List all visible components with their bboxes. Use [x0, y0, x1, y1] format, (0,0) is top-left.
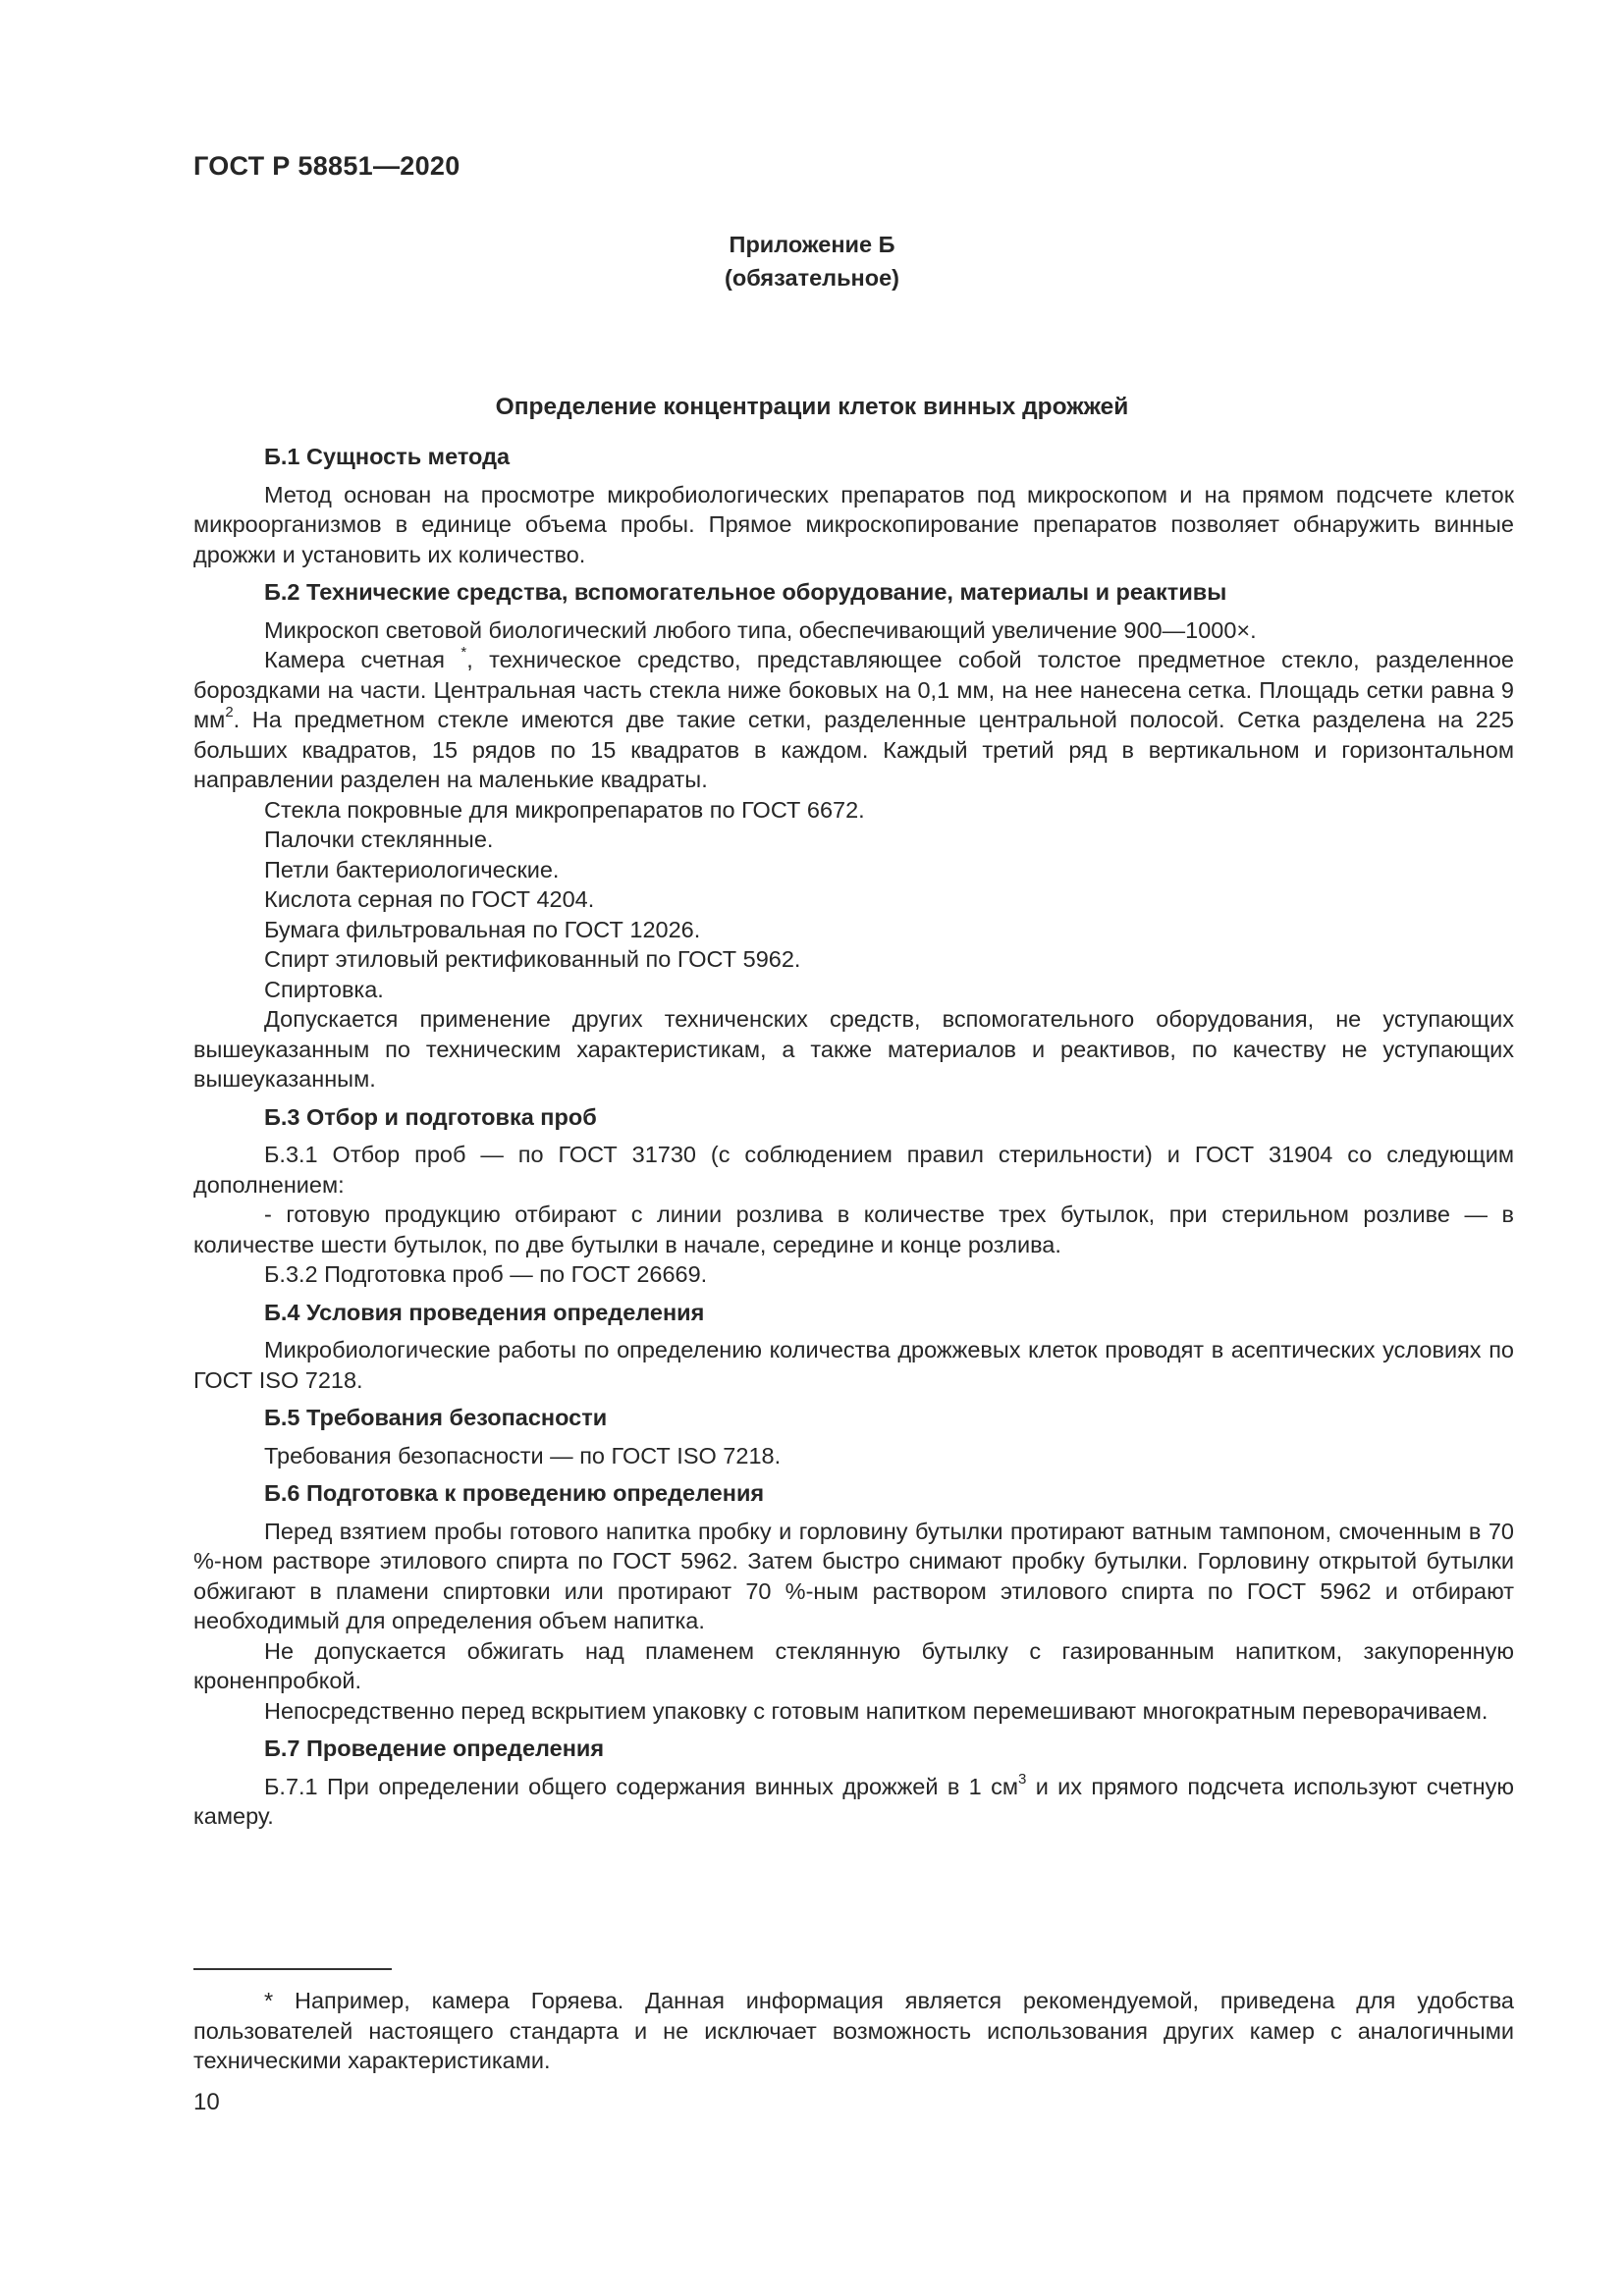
appendix-title: Определение концентрации клеток винных дрожжей [495, 394, 1129, 420]
paragraph: Б.3.1 Отбор проб — по ГОСТ 31730 (с соблюдением правил стерильности) и ГОСТ 31904 со следующим дополнением: [193, 1142, 1514, 1198]
footnote-text: * Например, камера Горяева. Данная информация является рекомендуемой, приведена для удобства пользователей настоящего стандарта и не исключает возможность использования других камер с аналогичными техническими характеристиками. [193, 1988, 1514, 2073]
appendix-status: (обязательное) [725, 265, 899, 291]
list-item: Стекла покровные для микропрепаратов по ГОСТ 6672. [264, 796, 865, 823]
paragraph: Непосредственно перед вскрытием упаковку с готовым напитком перемешивают многократным переворачиваем. [264, 1697, 1489, 1724]
paragraph: Перед взятием пробы готового напитка пробку и горловину бутылки протирают ватным тампоном, смоченным в 70 %-ном растворе этилового спирта по ГОСТ 5962. Затем быстро снимают пробку бутылки. Горловину открытой бутылки обжигают в пламени спиртовки или протирают 70 %-ным раствором этилового спирта по ГОСТ 5962 и отбирают необходимый для определения объем напитка. [193, 1518, 1514, 1633]
section-heading-b5: Б.5 Требования безопасности [264, 1405, 608, 1430]
paragraph: - готовую продукцию отбирают с линии розлива в количестве трех бутылок, при стерильном розливе — в количестве шести бутылок, по две бутылки в начале, середине и конце розлива. [193, 1201, 1514, 1257]
section-heading-b6: Б.6 Подготовка к проведению определения [264, 1480, 765, 1506]
paragraph: Метод основан на просмотре микробиологических препаратов под микроскопом и на прямом подсчете клеток микроорганизмов в единице объема пробы. Прямое микроскопирование препаратов позволяет обнаружить винные дрожжи и установить их количество. [193, 481, 1514, 567]
list-item: Кислота серная по ГОСТ 4204. [264, 886, 595, 912]
section-heading-b4: Б.4 Условия проведения определения [264, 1299, 705, 1325]
paragraph: Б.3.2 Подготовка проб — по ГОСТ 26669. [264, 1261, 708, 1287]
footnote [193, 1986, 1514, 2076]
superscript: 3 [1018, 1770, 1027, 1788]
section-heading-b1: Б.1 Сущность метода [264, 444, 511, 469]
paragraph: Не допускается обжигать над пламенем стеклянную бутылку с газированным напитком, закупоренную кроненпробкой. [193, 1637, 1514, 1693]
list-item: Бумага фильтровальная по ГОСТ 12026. [264, 916, 701, 942]
paragraph: Микробиологические работы по определению количества дрожжевых клеток проводят в асептических условиях по ГОСТ ISO 7218. [193, 1337, 1514, 1393]
footnote-divider [193, 1968, 392, 1970]
appendix-heading [0, 228, 1624, 294]
section-heading-b7: Б.7 Проведение определения [264, 1735, 605, 1761]
document-body [193, 442, 1514, 1832]
paragraph: Требования безопасности — по ГОСТ ISO 7218. [264, 1442, 782, 1468]
footnote-marker: * [460, 644, 467, 662]
superscript: 2 [225, 704, 234, 721]
paragraph: Допускается применение других техниченских средств, вспомогательного оборудования, не уступающих вышеуказанным по техническим характеристикам, а также материалов и реактивов, по качеству не уступающих вышеуказанным. [193, 1006, 1514, 1092]
list-item: Спиртовка. [264, 976, 384, 1002]
section-heading-b2: Б.2 Технические средства, вспомогательное оборудование, материалы и реактивы [264, 579, 1227, 605]
list-item: Спирт этиловый ректификованный по ГОСТ 5962. [264, 946, 801, 972]
paragraph: Микроскоп световой биологический любого типа, обеспечивающий увеличение 900—1000×. [264, 616, 1257, 643]
appendix-label: Приложение Б [729, 232, 895, 257]
paragraph: Б.7.1 При определении общего содержания винных дрожжей в 1 $см^3$ и их прямого подсчета используют счетную камеру. [193, 1770, 1514, 1829]
list-item: Палочки стеклянные. [264, 827, 494, 852]
page-number: 10 [193, 2089, 220, 2115]
paragraph-counting-chamber: Камера счетная *, техническое средство, представляющее собой толстое предметное стекло, разделенное бороздками на части. Центральная часть стекла ниже боковых на 0,1 мм, на нее нанесена сетка. Площадь сетки равна 9 $мм^2$. На предметном стекле имеются две такие сетки, разделенные центральной полосой. Сетка разделена на 225 больших квадратов, 15 рядов по 15 квадратов в каждом. Каждый третий ряд в вертикальном и горизонтальном направлении разделен на маленькие квадраты. [193, 644, 1514, 792]
document-code: ГОСТ Р 58851—2020 [193, 151, 460, 181]
section-heading-b3: Б.3 Отбор и подготовка проб [264, 1103, 597, 1130]
list-item: Петли бактериологические. [264, 856, 560, 882]
